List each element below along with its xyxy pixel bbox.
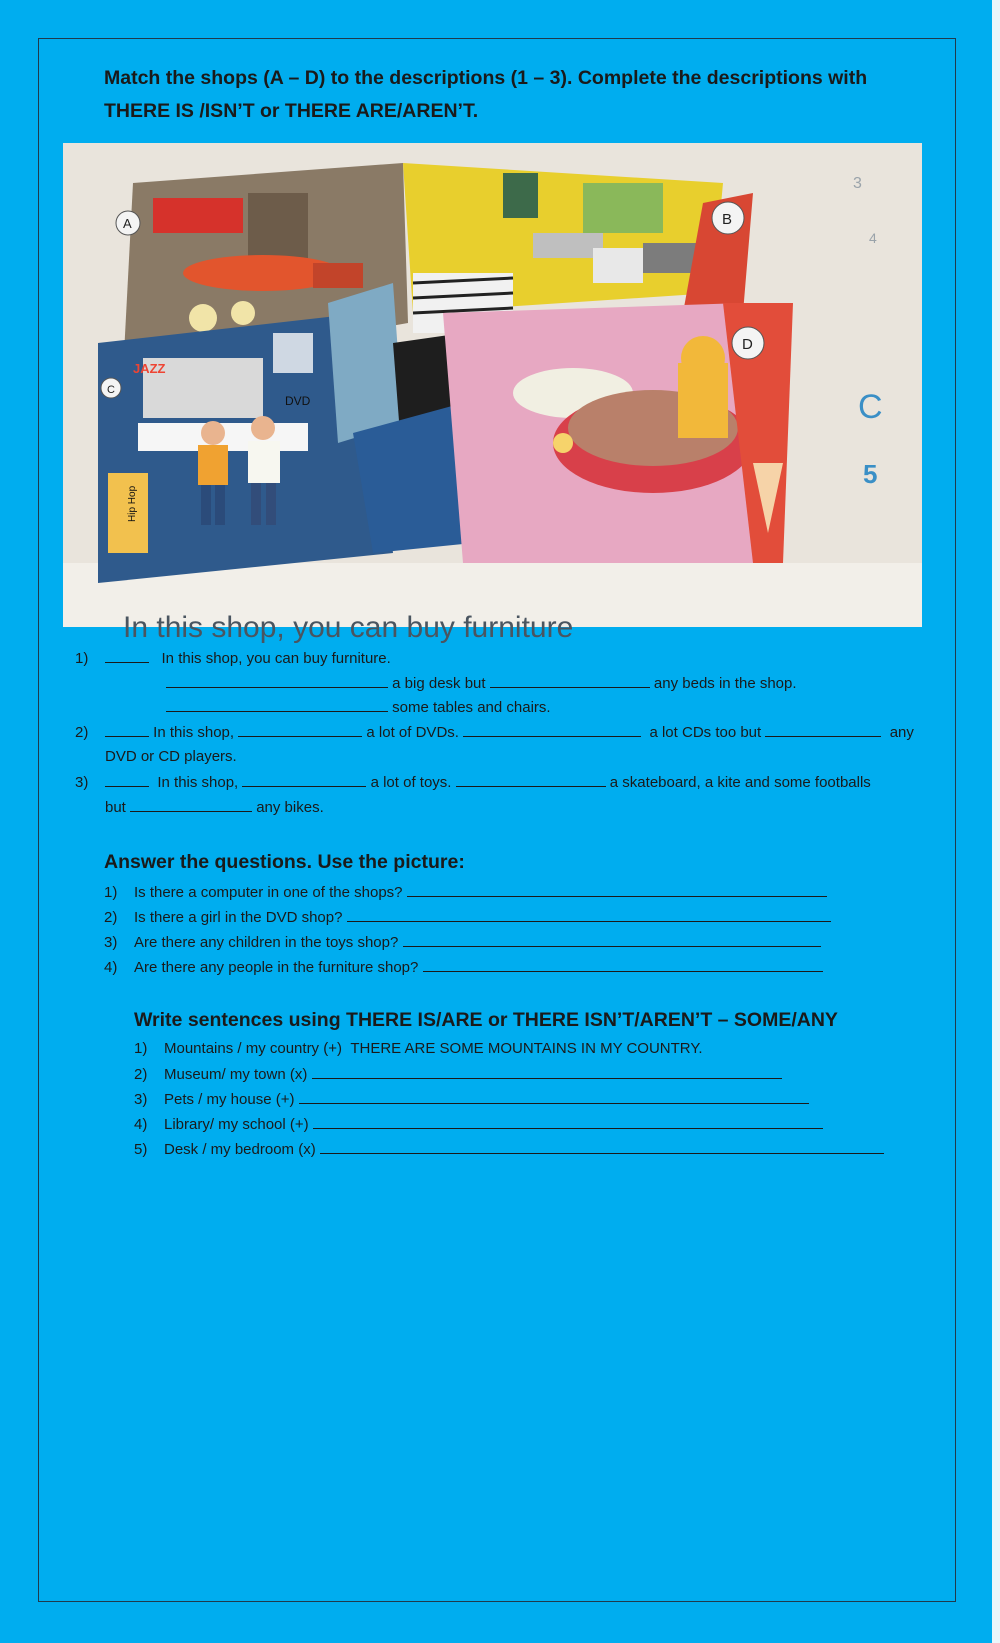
page-edge-strip	[992, 0, 1000, 1643]
answer-blank[interactable]	[299, 1089, 809, 1104]
ex1-item-1-line-3: some tables and chairs.	[166, 697, 551, 718]
answer-blank[interactable]	[765, 722, 881, 737]
ex3-item-4: 4) Library/ my school (+)	[134, 1114, 823, 1135]
ex1-item-3: 3) In this shop, a lot of toys. a skateboard, a kite and some footballs	[75, 774, 871, 791]
ex3-item-1: 1) Mountains / my country (+) THERE ARE SOME MOUNTAINS IN MY COUNTRY.	[134, 1040, 703, 1057]
ex3-item-2: 2) Museum/ my town (x)	[134, 1064, 782, 1085]
answer-blank[interactable]	[463, 722, 641, 737]
answer-blank[interactable]	[313, 1114, 823, 1129]
answer-blank[interactable]	[166, 673, 388, 688]
shop-label-c: C	[107, 384, 115, 396]
answer-blank[interactable]	[105, 648, 149, 663]
ex3-item-5: 5) Desk / my bedroom (x)	[134, 1139, 884, 1160]
answer-blank[interactable]	[312, 1064, 782, 1079]
ex2-question-2: 2) Is there a girl in the DVD shop?	[104, 907, 831, 928]
answer-blank[interactable]	[238, 722, 362, 737]
answer-blank[interactable]	[166, 697, 388, 712]
sign-jazz: JAZZ	[133, 361, 166, 376]
sign-hiphop: Hip Hop	[127, 485, 138, 522]
ex2-question-3: 3) Are there any children in the toys shop?	[104, 932, 821, 953]
shop-label-b: B	[722, 211, 733, 228]
ex2-question-4: 4) Are there any people in the furniture shop?	[104, 957, 823, 978]
ex1-item-2-line-2: DVD or CD players.	[105, 748, 237, 765]
ex1-item-2: 2) In this shop, a lot of DVDs. a lot CDs too but any	[75, 724, 914, 741]
answer-blank[interactable]	[423, 957, 823, 972]
margin-c: C	[858, 388, 883, 426]
answer-blank[interactable]	[403, 932, 821, 947]
exercise1-instructions: Match the shops (A – D) to the descriptions (1 – 3). Complete the descriptions with THERE IS /ISN’T or THERE ARE/AREN’T.	[104, 67, 868, 122]
page-edge-text: In this shop, you can buy furniture	[123, 611, 574, 644]
answer-blank[interactable]	[407, 882, 827, 897]
answer-blank[interactable]	[105, 722, 149, 737]
shop-label-d: D	[742, 336, 753, 353]
answer-blank[interactable]	[490, 673, 650, 688]
answer-blank[interactable]	[130, 797, 252, 812]
sign-dvd: DVD	[285, 394, 311, 408]
exercise3-heading: Write sentences using THERE IS/ARE or THERE ISN’T/AREN’T – SOME/ANY	[134, 1009, 838, 1031]
ex1-item-3-line-2: but any bikes.	[105, 799, 324, 816]
ex1-item-1: 1) In this shop, you can buy furniture.	[75, 650, 391, 667]
margin-4: 4	[869, 230, 877, 246]
margin-3: 3	[853, 175, 862, 192]
answer-blank[interactable]	[105, 772, 149, 787]
margin-5: 5	[863, 459, 878, 489]
ex1-item-1-line-2: a big desk but any beds in the shop.	[166, 673, 797, 694]
answer-blank[interactable]	[320, 1139, 884, 1154]
ex2-question-1: 1) Is there a computer in one of the shops?	[104, 882, 827, 903]
answer-blank[interactable]	[242, 772, 366, 787]
answer-blank[interactable]	[347, 907, 831, 922]
example-answer: THERE ARE SOME MOUNTAINS IN MY COUNTRY.	[350, 1040, 703, 1057]
shop-label-a: A	[123, 216, 132, 231]
ex3-item-3: 3) Pets / my house (+)	[134, 1089, 809, 1110]
exercise2-heading: Answer the questions. Use the picture:	[104, 851, 465, 873]
shops-picture	[63, 143, 922, 644]
answer-blank[interactable]	[456, 772, 606, 787]
